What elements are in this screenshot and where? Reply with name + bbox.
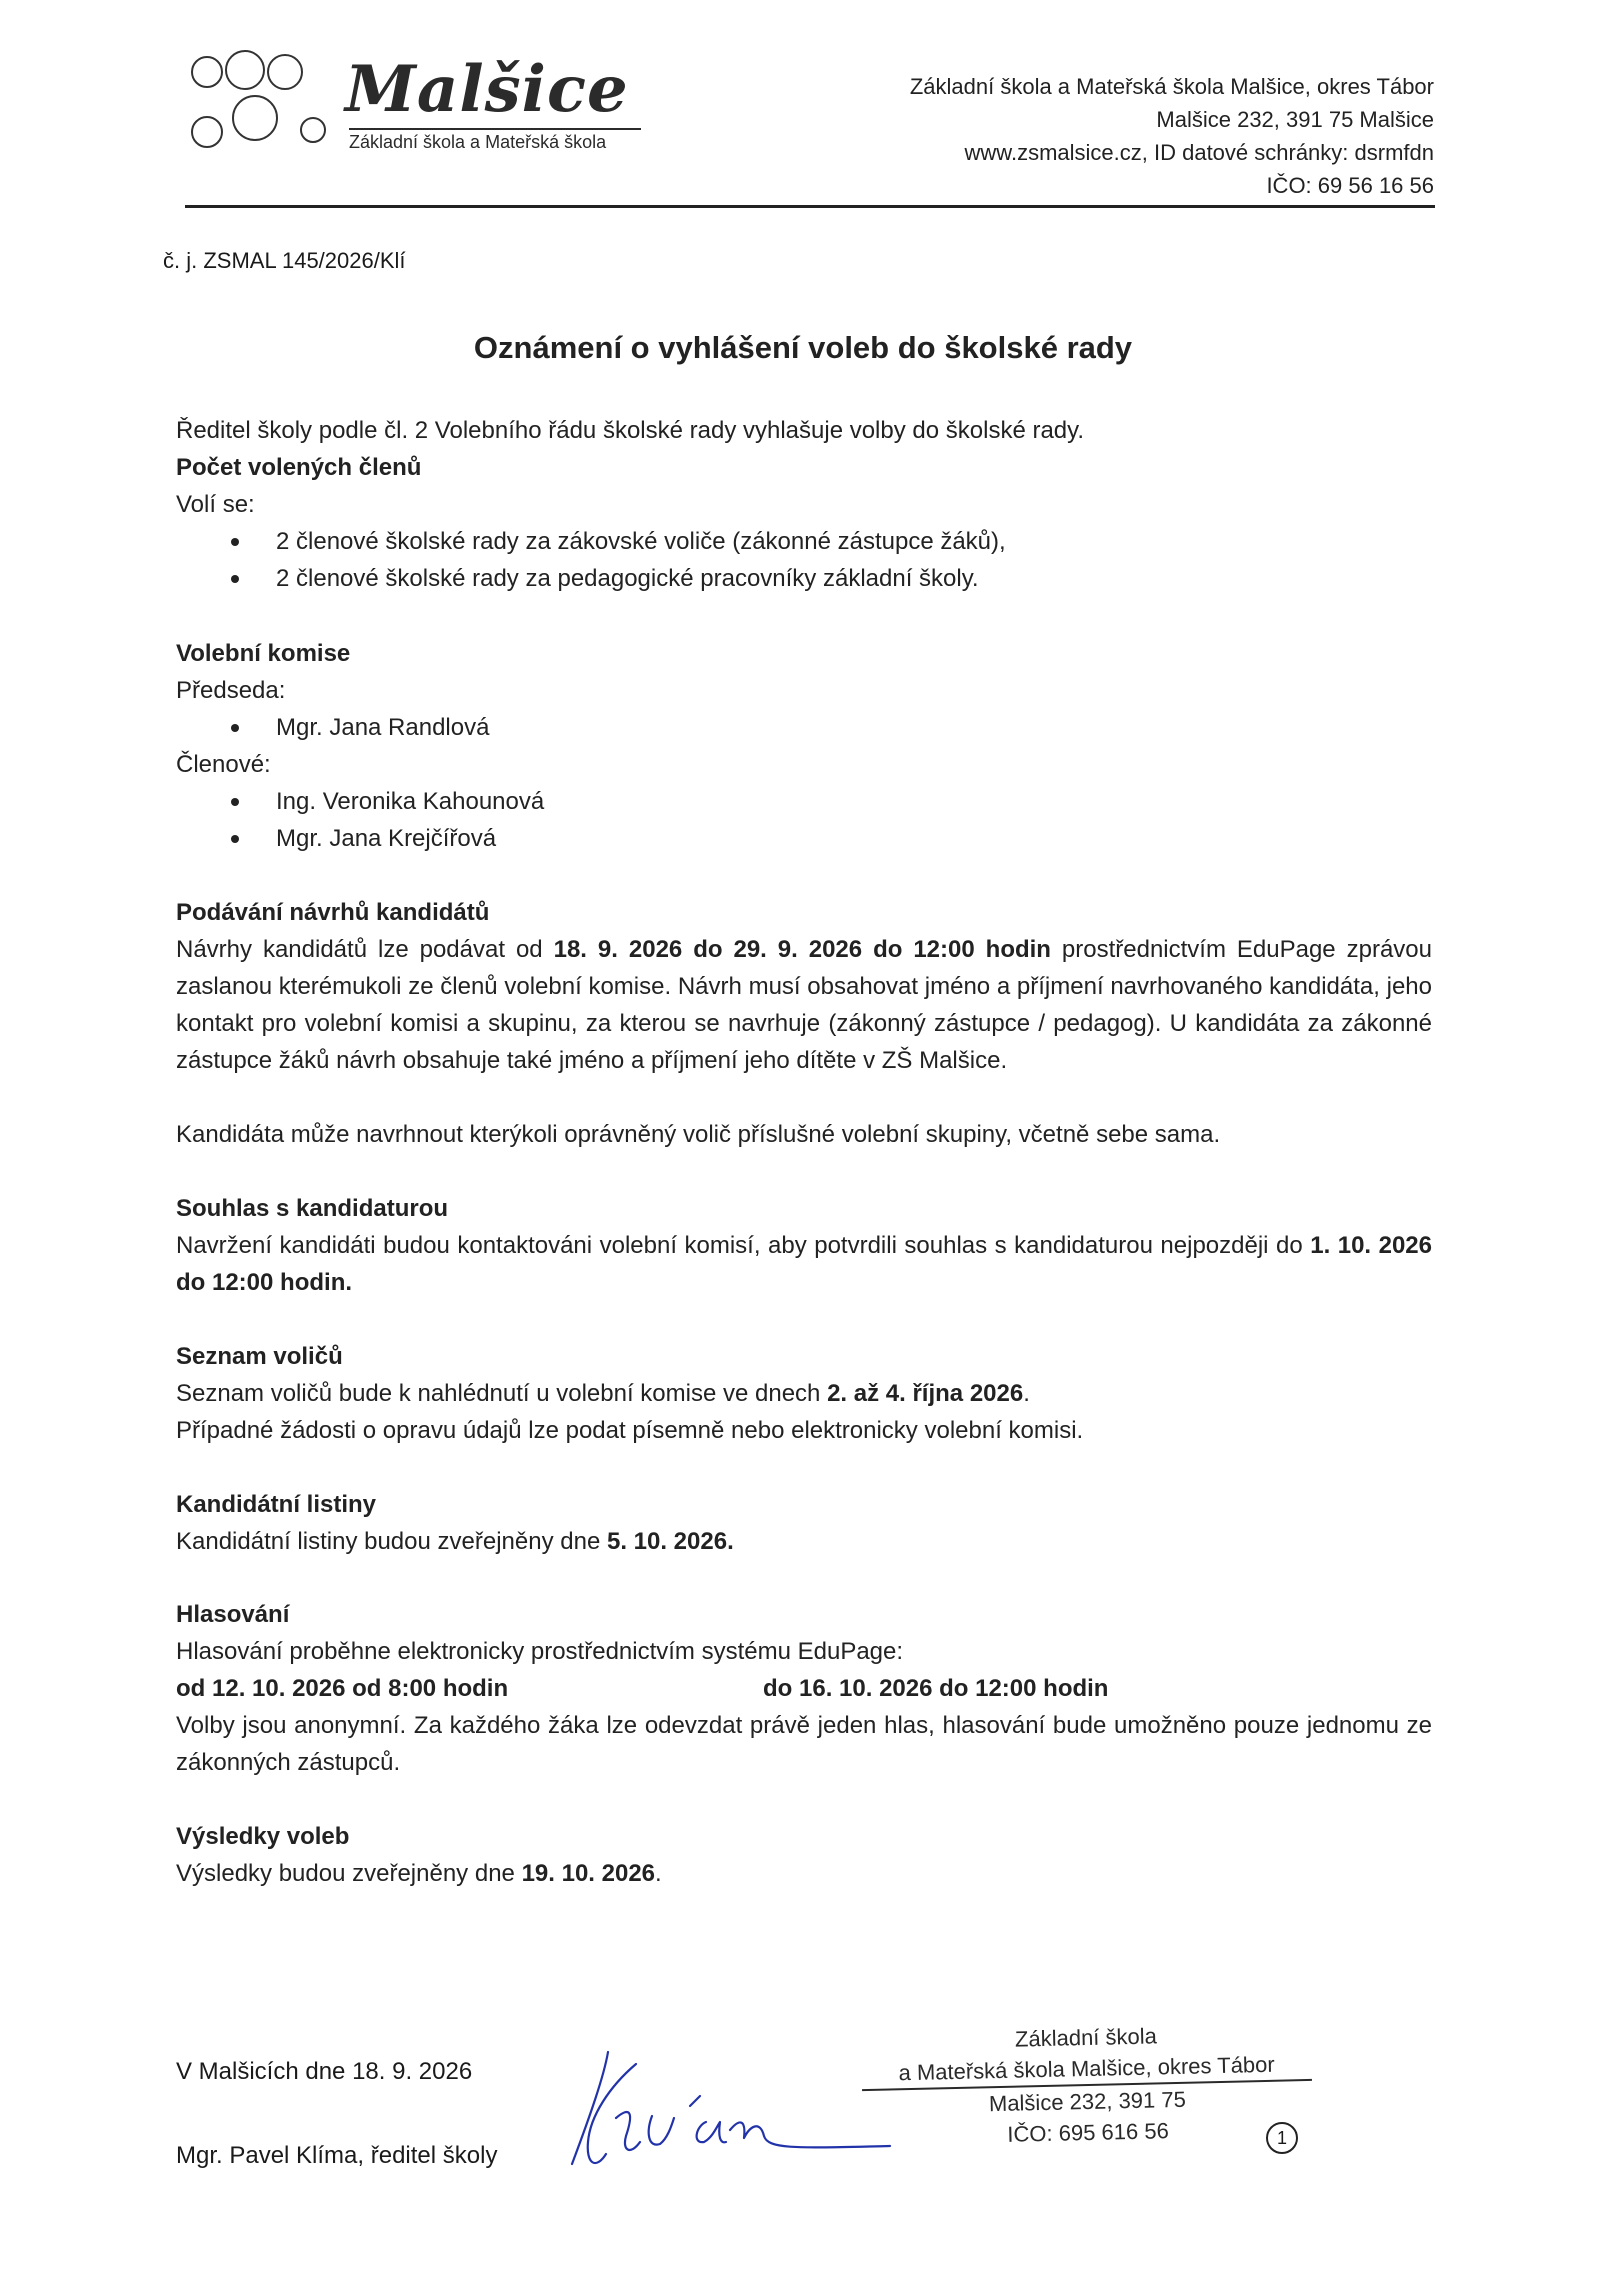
consent-heading: Souhlas s kandidaturou bbox=[176, 1195, 449, 1222]
nominations-period: 18. 9. 2026 do 29. 9. 2026 do 12:00 hodin bbox=[553, 936, 1051, 963]
school-stamp bbox=[861, 2017, 1314, 2153]
signer-name: Mgr. Pavel Klíma, ředitel školy bbox=[176, 2142, 498, 2169]
logo-subtitle: Základní škola a Mateřská škola bbox=[349, 132, 607, 152]
voting-heading: Hlasování bbox=[176, 1601, 290, 1628]
school-address-line: Malšice 232, 391 75 Malšice bbox=[1156, 107, 1434, 132]
school-ico-line: IČO: 69 56 16 56 bbox=[1266, 173, 1434, 198]
school-contact-block bbox=[910, 70, 1434, 202]
school-web-line: www.zsmalsice.cz, ID datové schránky: dsrmfdn bbox=[964, 140, 1434, 165]
stamp-line: Malšice 232, 391 75 bbox=[988, 2086, 1187, 2117]
nominations-heading: Podávání návrhů kandidátů bbox=[176, 899, 490, 926]
members-heading: Počet volených členů bbox=[176, 454, 422, 481]
nominations-paragraph: Návrhy kandidátů lze podávat od 18. 9. 2026 do 29. 9. 2026 do 12:00 hodin prostřednictvím EduPage zprávou zaslanou kterémukoli ze členů volební komise. Návrh musí obsahovat jméno a příjmení navrhovaného kandidáta, jeho kontakt pro volební komisi a skupinu, za kterou se navrhuje (zákonný zástupce / pedagog). U kandidáta za zákonné zástupce žáků návrh obsahuje také jméno a příjmení jeho dítěte v ZŠ Malšice. bbox=[176, 936, 1432, 1074]
list-item: Mgr. Jana Krejčířová bbox=[176, 820, 1432, 857]
logo-wordmark: Malšice bbox=[345, 52, 629, 127]
logo-underline bbox=[349, 128, 641, 130]
list-item: Ing. Veronika Kahounová bbox=[176, 783, 1432, 820]
list-item: 2 členové školské rady za pedagogické pracovníky základní školy. bbox=[176, 560, 1432, 597]
nominations-note: Kandidáta může navrhnout kterýkoli oprávněný volič příslušné volební skupiny, včetně sebe sama. bbox=[176, 1121, 1221, 1148]
voting-note: Volby jsou anonymní. Za každého žáka lze odevzdat právě jeden hlas, hlasování bude umožněno pouze jednomu ze zákonných zástupců. bbox=[176, 1712, 1432, 1776]
chair-label: Předseda: bbox=[176, 677, 286, 704]
commission-members-label: Členové: bbox=[176, 751, 271, 778]
list-item: Mgr. Jana Randlová bbox=[176, 709, 1432, 746]
voters-paragraph: Seznam voličů bude k nahlédnutí u volební komise ve dnech 2. až 4. října 2026. bbox=[176, 1380, 1030, 1407]
stamp-line: a Mateřská škola Malšice, okres Tábor bbox=[861, 2048, 1312, 2091]
document-title: Oznámení o vyhlášení voleb do školské rady bbox=[473, 330, 1133, 365]
stamp-line: Základní škola bbox=[1014, 2023, 1158, 2052]
school-name-line: Základní škola a Mateřská škola Malšice, okres Tábor bbox=[909, 74, 1434, 99]
results-heading: Výsledky voleb bbox=[176, 1823, 350, 1850]
header-divider bbox=[185, 205, 1435, 208]
commission-members-list bbox=[176, 783, 1432, 857]
lists-date: 5. 10. 2026. bbox=[606, 1528, 734, 1555]
document-body bbox=[176, 412, 1432, 1892]
voting-period bbox=[176, 1670, 1432, 1707]
intro-paragraph: Ředitel školy podle čl. 2 Volebního řádu školské rady vyhlašuje volby do školské rady. bbox=[176, 417, 1085, 444]
voting-start: od 12. 10. 2026 od 8:00 hodin bbox=[176, 1675, 509, 1702]
voters-dates: 2. až 4. října 2026 bbox=[827, 1380, 1024, 1407]
members-list bbox=[176, 523, 1432, 597]
logo-circles-graphic bbox=[185, 50, 355, 160]
school-logo bbox=[185, 50, 665, 160]
lists-heading: Kandidátní listiny bbox=[176, 1491, 377, 1518]
stamp-number: 1 bbox=[1266, 2122, 1298, 2154]
consent-paragraph: Navržení kandidáti budou kontaktováni volební komisí, aby potvrdili souhlas s kandidaturou nejpozději do 1. 10. 2026 do 12:00 hodin. bbox=[176, 1232, 1432, 1296]
reference-number: č. j. ZSMAL 145/2026/Klí bbox=[163, 248, 406, 273]
consent-deadline: 1. 10. 2026 do 12:00 hodin. bbox=[176, 1232, 1432, 1296]
voters-heading: Seznam voličů bbox=[176, 1343, 343, 1370]
results-paragraph: Výsledky budou zveřejněny dne 19. 10. 2026. bbox=[176, 1860, 662, 1887]
results-date: 19. 10. 2026 bbox=[521, 1860, 656, 1887]
voting-lead: Hlasování proběhne elektronicky prostřednictvím systému EduPage: bbox=[176, 1638, 904, 1665]
commission-heading: Volební komise bbox=[176, 640, 351, 667]
place-and-date: V Malšicích dne 18. 9. 2026 bbox=[176, 2058, 473, 2085]
voting-end: do 16. 10. 2026 do 12:00 hodin bbox=[763, 1675, 1109, 1702]
chair-list bbox=[176, 709, 1432, 746]
stamp-line: IČO: 695 616 56 bbox=[1007, 2118, 1170, 2147]
lists-paragraph: Kandidátní listiny budou zveřejněny dne 5. 10. 2026. bbox=[176, 1528, 734, 1555]
members-lead: Volí se: bbox=[176, 491, 255, 518]
voters-correction-note: Případné žádosti o opravu údajů lze podat písemně nebo elektronicky volební komisi. bbox=[176, 1417, 1084, 1444]
list-item: 2 členové školské rady za zákovské voliče (zákonné zástupce žáků), bbox=[176, 523, 1432, 560]
